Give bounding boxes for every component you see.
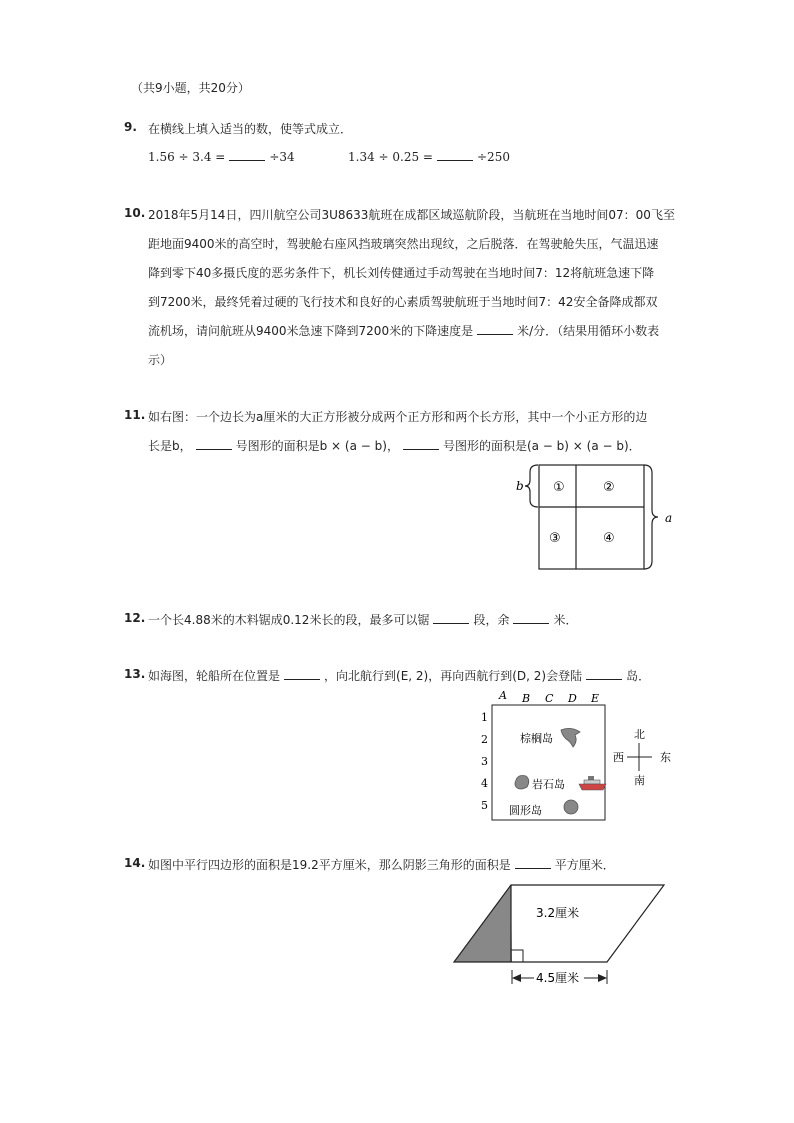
question-number-11: 11. (124, 408, 146, 422)
cell-1: ① (553, 480, 565, 495)
q12-text (148, 611, 577, 628)
q14-blank[interactable] (515, 857, 551, 869)
q9-eq1-right: ÷34 (269, 150, 295, 164)
question-number-9: 9. (124, 120, 137, 134)
height-label: 3.2厘米 (536, 906, 580, 920)
q13-text-a: 如海图，轮船所在位置是 (148, 669, 281, 683)
q13-text (148, 667, 650, 684)
q9-text: 在横线上填入适当的数，使等式成立． (148, 122, 353, 136)
q9-blank-1[interactable] (229, 149, 265, 161)
q13-text-b: ，向北航行到(E, 2)，再向西航行到(D, 2)会登陆 (324, 669, 583, 683)
dim-arrow-right (598, 974, 607, 982)
section-header: （共9小题，共20分） (131, 81, 250, 95)
q10-line-2: 距地面9400米的高空时，驾驶舱右座风挡玻璃突然出现纹，之后脱落．在驾驶舱失压，气温迅速 (148, 237, 659, 251)
question-number-13: 13. (124, 667, 146, 681)
col-label-a: A (499, 689, 507, 702)
q10-line-5 (148, 322, 659, 339)
q14-text-b: 平方厘米． (554, 858, 615, 872)
row-label-2: 2 (481, 733, 488, 746)
q9-blank-2[interactable] (437, 149, 473, 161)
q12-blank-1[interactable] (433, 612, 469, 624)
question-number-10: 10. (124, 206, 146, 220)
parallelogram-figure (448, 880, 668, 990)
a-brace (644, 465, 658, 569)
sea-map (476, 688, 686, 826)
q9-eq2-left: 1.34 ÷ 0.25 = (348, 150, 433, 164)
compass-east: 东 (660, 751, 671, 764)
cell-2: ② (603, 480, 615, 495)
round-island-shape (564, 800, 578, 814)
q11-line-1: 如右图：一个边长为a厘米的大正方形被分成两个正方形和两个长方形，其中一个小正方形的边 (148, 410, 648, 424)
col-label-d: D (568, 692, 577, 705)
col-label-b: B (522, 692, 531, 705)
cell-3: ③ (549, 531, 561, 546)
compass (613, 728, 671, 787)
question-number-14: 14. (124, 856, 146, 870)
q12-text-c: 米． (553, 613, 578, 627)
q11-line-2a: 长是b， (148, 439, 192, 453)
q10-line-4: 到7200米，最终凭着过硬的飞行技术和良好的心素质驾驶航班于当地时间7：42安全备降成都双 (148, 295, 658, 309)
q11-line-2c: 号图形的面积是(a − b) × (a − b)． (442, 439, 641, 453)
col-label-e: E (591, 692, 600, 705)
q14-text (148, 856, 615, 873)
q12-text-a: 一个长4.88米的木料锯成0.12米长的段，最多可以锯 (148, 613, 430, 627)
island-label-rock: 岩石岛 (532, 778, 565, 791)
map-border (492, 705, 605, 820)
cell-4: ④ (603, 531, 615, 546)
q10-line-3: 降到零下40多摄氏度的恶劣条件下，机长刘传健通过手动驾驶在当地时间7：12将航班急速下降 (148, 266, 655, 280)
q12-text-b: 段，余 (473, 613, 510, 627)
q11-blank-1[interactable] (196, 438, 232, 450)
question-number-12: 12. (124, 611, 146, 625)
col-label-c: C (545, 692, 554, 705)
palm-island-shape (561, 728, 580, 747)
compass-south: 南 (634, 774, 645, 787)
q9-equation-2 (348, 149, 510, 164)
row-label-5: 5 (481, 799, 488, 812)
q13-blank-2[interactable] (586, 668, 622, 680)
q13-text-c: 岛． (626, 669, 651, 683)
b-brace (525, 465, 538, 507)
q10-line-5-text: 流机场，请问航班从9400米急速下降到7200米的下降速度是 (148, 324, 474, 338)
q11-line-2 (148, 437, 641, 454)
island-label-round: 圆形岛 (509, 804, 542, 817)
q9-eq2-right: ÷250 (477, 150, 510, 164)
q13-blank-1[interactable] (284, 668, 320, 680)
compass-north: 北 (634, 728, 645, 741)
label-b: b (516, 479, 524, 493)
dim-arrow-left (512, 974, 521, 982)
base-label: 4.5厘米 (536, 971, 580, 985)
rock-island-shape (515, 776, 529, 790)
q10-blank[interactable] (477, 323, 513, 335)
q9-eq1-left: 1.56 ÷ 3.4 = (148, 150, 226, 164)
q11-blank-2[interactable] (403, 438, 439, 450)
q9-equation-1 (148, 149, 295, 164)
q10-line-1: 2018年5月14日，四川航空公司3U8633航班在成都区域巡航阶段，当航班在当地时间07：00飞至 (148, 208, 675, 222)
row-label-3: 3 (481, 755, 488, 768)
q11-line-2b: 号图形的面积是b × (a − b)， (235, 439, 399, 453)
compass-west: 西 (613, 751, 624, 764)
ship-icon (579, 776, 606, 790)
q12-blank-2[interactable] (513, 612, 549, 624)
q10-line-5-after: 米/分．（结果用循环小数表 (517, 324, 660, 338)
row-label-1: 1 (481, 711, 488, 724)
island-label-palm: 棕榈岛 (520, 732, 553, 745)
right-angle-mark (511, 950, 523, 962)
q14-text-a: 如图中平行四边形的面积是19.2平方厘米，那么阴影三角形的面积是 (148, 858, 511, 872)
q10-line-6: 示） (148, 353, 173, 367)
label-a: a (665, 511, 673, 525)
q11-square-figure (508, 458, 678, 576)
row-label-4: 4 (481, 777, 488, 790)
